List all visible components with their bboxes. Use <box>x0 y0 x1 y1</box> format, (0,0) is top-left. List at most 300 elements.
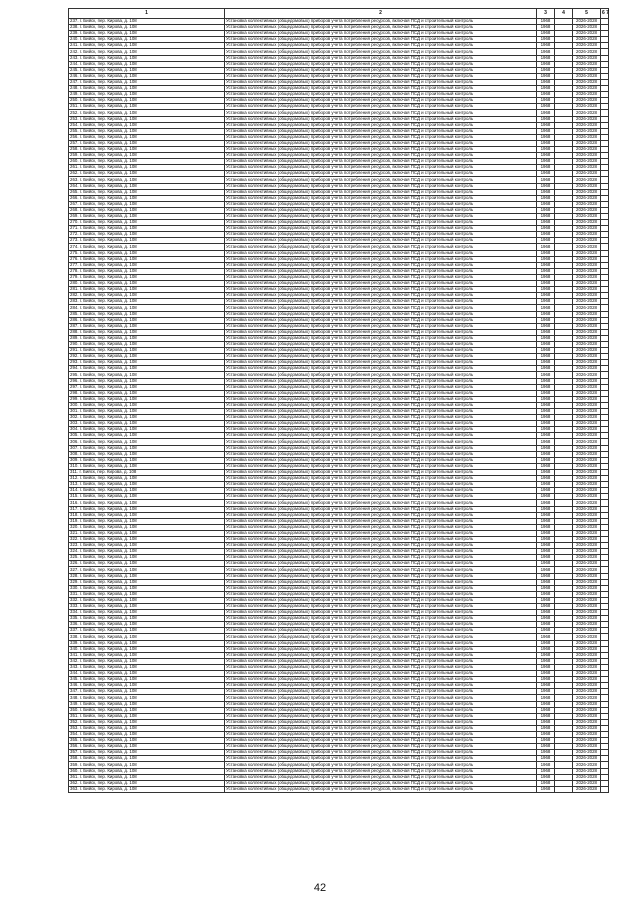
work-type-cell: Установка коллективных (общедомовых) приборов учета потребления ресурсов, включая ПСД и строительный контроль <box>225 214 537 220</box>
address-cell: 248. г. Бийск, пер. Кирова, д. 108 <box>69 86 225 92</box>
period-cell: 2026-2028 <box>573 439 601 445</box>
work-type-cell: Установка коллективных (общедомовых) приборов учета потребления ресурсов, включая ПСД и строительный контроль <box>225 725 537 731</box>
period-cell: 2026-2028 <box>573 664 601 670</box>
year-cell: 1968 <box>537 415 555 421</box>
address-cell: 318. г. Бийск, пер. Кирова, д. 108 <box>69 512 225 518</box>
period-cell: 2026-2028 <box>573 86 601 92</box>
period-cell: 2026-2028 <box>573 573 601 579</box>
period-cell: 2026-2028 <box>573 335 601 341</box>
work-type-cell: Установка коллективных (общедомовых) приборов учета потребления ресурсов, включая ПСД и строительный контроль <box>225 171 537 177</box>
work-type-cell: Установка коллективных (общедомовых) приборов учета потребления ресурсов, включая ПСД и строительный контроль <box>225 439 537 445</box>
year-cell: 1968 <box>537 628 555 634</box>
address-cell: 245. г. Бийск, пер. Кирова, д. 108 <box>69 67 225 73</box>
year-cell: 1968 <box>537 457 555 463</box>
address-cell: 347. г. Бийск, пер. Кирова, д. 108 <box>69 689 225 695</box>
address-cell: 329. г. Бийск, пер. Кирова, д. 108 <box>69 579 225 585</box>
period-cell: 2026-2028 <box>573 140 601 146</box>
work-type-cell: Установка коллективных (общедомовых) приборов учета потребления ресурсов, включая ПСД и строительный контроль <box>225 518 537 524</box>
address-cell: 315. г. Бийск, пер. Кирова, д. 108 <box>69 494 225 500</box>
period-cell: 2026-2028 <box>573 79 601 85</box>
work-type-cell: Установка коллективных (общедомовых) приборов учета потребления ресурсов, включая ПСД и строительный контроль <box>225 433 537 439</box>
address-cell: 306. г. Бийск, пер. Кирова, д. 108 <box>69 439 225 445</box>
year-cell: 1968 <box>537 140 555 146</box>
work-type-cell: Установка коллективных (общедомовых) приборов учета потребления ресурсов, включая ПСД и строительный контроль <box>225 335 537 341</box>
address-cell: 320. г. Бийск, пер. Кирова, д. 108 <box>69 524 225 530</box>
year-cell: 1968 <box>537 622 555 628</box>
address-cell: 325. г. Бийск, пер. Кирова, д. 108 <box>69 555 225 561</box>
col-7-cell <box>601 786 609 792</box>
period-cell: 2026-2028 <box>573 189 601 195</box>
period-cell: 2026-2028 <box>573 348 601 354</box>
period-cell: 2026-2028 <box>573 256 601 262</box>
work-type-cell: Установка коллективных (общедомовых) приборов учета потребления ресурсов, включая ПСД и строительный контроль <box>225 323 537 329</box>
work-type-cell: Установка коллективных (общедомовых) приборов учета потребления ресурсов, включая ПСД и строительный контроль <box>225 445 537 451</box>
year-cell: 1968 <box>537 683 555 689</box>
work-type-cell: Установка коллективных (общедомовых) приборов учета потребления ресурсов, включая ПСД и строительный контроль <box>225 372 537 378</box>
work-type-cell: Установка коллективных (общедомовых) приборов учета потребления ресурсов, включая ПСД и строительный контроль <box>225 750 537 756</box>
period-cell: 2026-2028 <box>573 524 601 530</box>
work-type-cell: Установка коллективных (общедомовых) приборов учета потребления ресурсов, включая ПСД и строительный контроль <box>225 579 537 585</box>
address-cell: 322. г. Бийск, пер. Кирова, д. 108 <box>69 536 225 542</box>
period-cell: 2026-2028 <box>573 585 601 591</box>
year-cell: 1968 <box>537 561 555 567</box>
work-type-cell: Установка коллективных (общедомовых) приборов учета потребления ресурсов, включая ПСД и строительный контроль <box>225 597 537 603</box>
address-cell: 333. г. Бийск, пер. Кирова, д. 108 <box>69 604 225 610</box>
year-cell: 1968 <box>537 701 555 707</box>
address-cell: 281. г. Бийск, пер. Кирова, д. 108 <box>69 287 225 293</box>
period-cell: 2026-2028 <box>573 378 601 384</box>
header-label-1: 1 <box>145 10 148 17</box>
period-cell: 2026-2028 <box>573 55 601 61</box>
work-type-cell: Установка коллективных (общедомовых) приборов учета потребления ресурсов, включая ПСД и строительный контроль <box>225 774 537 780</box>
work-type-cell: Установка коллективных (общедомовых) приборов учета потребления ресурсов, включая ПСД и строительный контроль <box>225 140 537 146</box>
address-cell: 339. г. Бийск, пер. Кирова, д. 108 <box>69 640 225 646</box>
period-cell: 2026-2028 <box>573 774 601 780</box>
work-type-cell: Установка коллективных (общедомовых) приборов учета потребления ресурсов, включая ПСД и строительный контроль <box>225 652 537 658</box>
year-cell: 1968 <box>537 604 555 610</box>
address-cell: 353. г. Бийск, пер. Кирова, д. 108 <box>69 725 225 731</box>
work-type-cell: Установка коллективных (общедомовых) приборов учета потребления ресурсов, включая ПСД и строительный контроль <box>225 604 537 610</box>
address-cell: 274. г. Бийск, пер. Кирова, д. 108 <box>69 244 225 250</box>
address-cell: 291. г. Бийск, пер. Кирова, д. 108 <box>69 348 225 354</box>
work-type-cell: Установка коллективных (общедомовых) приборов учета потребления ресурсов, включая ПСД и строительный контроль <box>225 622 537 628</box>
year-cell: 1968 <box>537 768 555 774</box>
address-cell: 269. г. Бийск, пер. Кирова, д. 108 <box>69 214 225 220</box>
address-cell: 317. г. Бийск, пер. Кирова, д. 108 <box>69 506 225 512</box>
header-col-1 <box>69 9 225 19</box>
work-type-cell: Установка коллективных (общедомовых) приборов учета потребления ресурсов, включая ПСД и строительный контроль <box>225 348 537 354</box>
work-type-cell: Установка коллективных (общедомовых) приборов учета потребления ресурсов, включая ПСД и строительный контроль <box>225 695 537 701</box>
year-cell: 1968 <box>537 354 555 360</box>
address-cell: 283. г. Бийск, пер. Кирова, д. 108 <box>69 299 225 305</box>
work-type-cell: Установка коллективных (общедомовых) приборов учета потребления ресурсов, включая ПСД и строительный контроль <box>225 49 537 55</box>
period-cell: 2026-2028 <box>573 689 601 695</box>
work-type-cell: Установка коллективных (общедомовых) приборов учета потребления ресурсов, включая ПСД и строительный контроль <box>225 305 537 311</box>
address-cell: 241. г. Бийск, пер. Кирова, д. 108 <box>69 43 225 49</box>
address-cell: 265. г. Бийск, пер. Кирова, д. 108 <box>69 189 225 195</box>
period-cell: 2026-2028 <box>573 49 601 55</box>
year-cell: 1968 <box>537 317 555 323</box>
period-cell: 2026-2028 <box>573 122 601 128</box>
work-type-cell: Установка коллективных (общедомовых) приборов учета потребления ресурсов, включая ПСД и строительный контроль <box>225 762 537 768</box>
period-cell: 2026-2028 <box>573 646 601 652</box>
address-cell: 256. г. Бийск, пер. Кирова, д. 108 <box>69 134 225 140</box>
period-cell: 2026-2028 <box>573 274 601 280</box>
year-cell: 1968 <box>537 92 555 98</box>
year-cell: 1968 <box>537 384 555 390</box>
address-cell: 310. г. Бийск, пер. Кирова, д. 108 <box>69 463 225 469</box>
period-cell: 2026-2028 <box>573 750 601 756</box>
work-type-cell: Установка коллективных (общедомовых) приборов учета потребления ресурсов, включая ПСД и строительный контроль <box>225 610 537 616</box>
work-type-cell: Установка коллективных (общедомовых) приборов учета потребления ресурсов, включая ПСД и строительный контроль <box>225 683 537 689</box>
address-cell: 348. г. Бийск, пер. Кирова, д. 108 <box>69 695 225 701</box>
period-cell: 2026-2028 <box>573 171 601 177</box>
work-type-cell: Установка коллективных (общедомовых) приборов учета потребления ресурсов, включая ПСД и строительный контроль <box>225 512 537 518</box>
address-cell: 324. г. Бийск, пер. Кирова, д. 108 <box>69 549 225 555</box>
work-type-cell: Установка коллективных (общедомовых) приборов учета потребления ресурсов, включая ПСД и строительный контроль <box>225 43 537 49</box>
work-type-cell: Установка коллективных (общедомовых) приборов учета потребления ресурсов, включая ПСД и строительный контроль <box>225 506 537 512</box>
year-cell: 1968 <box>537 494 555 500</box>
work-type-cell: Установка коллективных (общедомовых) приборов учета потребления ресурсов, включая ПСД и строительный контроль <box>225 640 537 646</box>
address-cell: 272. г. Бийск, пер. Кирова, д. 108 <box>69 232 225 238</box>
work-type-cell: Установка коллективных (общедомовых) приборов учета потребления ресурсов, включая ПСД и строительный контроль <box>225 220 537 226</box>
address-cell: 271. г. Бийск, пер. Кирова, д. 108 <box>69 226 225 232</box>
year-cell: 1968 <box>537 372 555 378</box>
year-cell: 1968 <box>537 786 555 792</box>
address-cell: 246. г. Бийск, пер. Кирова, д. 108 <box>69 73 225 79</box>
year-cell: 1968 <box>537 378 555 384</box>
work-type-cell: Установка коллективных (общедомовых) приборов учета потребления ресурсов, включая ПСД и строительный контроль <box>225 530 537 536</box>
header-label-2: 2 <box>379 10 382 17</box>
period-cell: 2026-2028 <box>573 153 601 159</box>
year-cell: 1968 <box>537 549 555 555</box>
address-cell: 304. г. Бийск, пер. Кирова, д. 108 <box>69 427 225 433</box>
year-cell: 1968 <box>537 159 555 165</box>
work-type-cell: Установка коллективных (общедомовых) приборов учета потребления ресурсов, включая ПСД и строительный контроль <box>225 536 537 542</box>
year-cell: 1968 <box>537 43 555 49</box>
work-type-cell: Установка коллективных (общедомовых) приборов учета потребления ресурсов, включая ПСД и строительный контроль <box>225 37 537 43</box>
work-type-cell: Установка коллективных (общедомовых) приборов учета потребления ресурсов, включая ПСД и строительный контроль <box>225 226 537 232</box>
year-cell: 1968 <box>537 250 555 256</box>
year-cell: 1968 <box>537 439 555 445</box>
year-cell: 1968 <box>537 238 555 244</box>
year-cell: 1968 <box>537 305 555 311</box>
work-type-cell: Установка коллективных (общедомовых) приборов учета потребления ресурсов, включая ПСД и строительный контроль <box>225 92 537 98</box>
year-cell: 1968 <box>537 49 555 55</box>
year-cell: 1968 <box>537 762 555 768</box>
period-cell: 2026-2028 <box>573 232 601 238</box>
address-cell: 361. г. Бийск, пер. Кирова, д. 108 <box>69 774 225 780</box>
period-cell: 2026-2028 <box>573 360 601 366</box>
address-cell: 332. г. Бийск, пер. Кирова, д. 108 <box>69 597 225 603</box>
period-cell: 2026-2028 <box>573 579 601 585</box>
year-cell: 1968 <box>537 744 555 750</box>
work-type-cell: Установка коллективных (общедомовых) приборов учета потребления ресурсов, включая ПСД и строительный контроль <box>225 317 537 323</box>
year-cell: 1968 <box>537 61 555 67</box>
year-cell: 1968 <box>537 116 555 122</box>
period-cell: 2026-2028 <box>573 372 601 378</box>
work-type-cell: Установка коллективных (общедомовых) приборов учета потребления ресурсов, включая ПСД и строительный контроль <box>225 341 537 347</box>
period-cell: 2026-2028 <box>573 725 601 731</box>
address-cell: 288. г. Бийск, пер. Кирова, д. 108 <box>69 329 225 335</box>
year-cell: 1968 <box>537 226 555 232</box>
period-cell: 2026-2028 <box>573 543 601 549</box>
year-cell: 1968 <box>537 476 555 482</box>
address-cell: 285. г. Бийск, пер. Кирова, д. 108 <box>69 311 225 317</box>
work-type-cell: Установка коллективных (общедомовых) приборов учета потребления ресурсов, включая ПСД и строительный контроль <box>225 646 537 652</box>
period-cell: 2026-2028 <box>573 268 601 274</box>
address-cell: 349. г. Бийск, пер. Кирова, д. 108 <box>69 701 225 707</box>
period-cell: 2026-2028 <box>573 98 601 104</box>
period-cell: 2026-2028 <box>573 37 601 43</box>
address-cell: 251. г. Бийск, пер. Кирова, д. 108 <box>69 104 225 110</box>
year-cell: 1968 <box>537 153 555 159</box>
address-cell: 247. г. Бийск, пер. Кирова, д. 108 <box>69 79 225 85</box>
period-cell: 2026-2028 <box>573 25 601 31</box>
period-cell: 2026-2028 <box>573 384 601 390</box>
work-type-cell: Установка коллективных (общедомовых) приборов учета потребления ресурсов, включая ПСД и строительный контроль <box>225 256 537 262</box>
work-type-cell: Установка коллективных (общедомовых) приборов учета потребления ресурсов, включая ПСД и строительный контроль <box>225 744 537 750</box>
work-type-cell: Установка коллективных (общедомовых) приборов учета потребления ресурсов, включая ПСД и строительный контроль <box>225 616 537 622</box>
work-type-cell: Установка коллективных (общедомовых) приборов учета потребления ресурсов, включая ПСД и строительный контроль <box>225 195 537 201</box>
address-cell: 282. г. Бийск, пер. Кирова, д. 108 <box>69 293 225 299</box>
period-cell: 2026-2028 <box>573 67 601 73</box>
address-cell: 294. г. Бийск, пер. Кирова, д. 108 <box>69 366 225 372</box>
address-cell: 238. г. Бийск, пер. Кирова, д. 108 <box>69 25 225 31</box>
year-cell: 1968 <box>537 451 555 457</box>
year-cell: 1968 <box>537 658 555 664</box>
period-cell: 2026-2028 <box>573 341 601 347</box>
address-cell: 346. г. Бийск, пер. Кирова, д. 108 <box>69 683 225 689</box>
period-cell: 2026-2028 <box>573 329 601 335</box>
year-cell: 1968 <box>537 86 555 92</box>
address-cell: 286. г. Бийск, пер. Кирова, д. 108 <box>69 317 225 323</box>
year-cell: 1968 <box>537 134 555 140</box>
period-cell: 2026-2028 <box>573 476 601 482</box>
work-type-cell: Установка коллективных (общедомовых) приборов учета потребления ресурсов, включая ПСД и строительный контроль <box>225 543 537 549</box>
period-cell: 2026-2028 <box>573 713 601 719</box>
year-cell: 1968 <box>537 110 555 116</box>
period-cell: 2026-2028 <box>573 207 601 213</box>
year-cell: 1968 <box>537 104 555 110</box>
address-cell: 254. г. Бийск, пер. Кирова, д. 108 <box>69 122 225 128</box>
year-cell: 1968 <box>537 31 555 37</box>
work-type-cell: Установка коллективных (общедомовых) приборов учета потребления ресурсов, включая ПСД и строительный контроль <box>225 55 537 61</box>
year-cell: 1968 <box>537 689 555 695</box>
work-type-cell: Установка коллективных (общедомовых) приборов учета потребления ресурсов, включая ПСД и строительный контроль <box>225 671 537 677</box>
period-cell: 2026-2028 <box>573 597 601 603</box>
period-cell: 2026-2028 <box>573 671 601 677</box>
address-cell: 242. г. Бийск, пер. Кирова, д. 108 <box>69 49 225 55</box>
period-cell: 2026-2028 <box>573 159 601 165</box>
work-type-cell: Установка коллективных (общедомовых) приборов учета потребления ресурсов, включая ПСД и строительный контроль <box>225 183 537 189</box>
table-header-row <box>69 9 609 19</box>
year-cell: 1968 <box>537 731 555 737</box>
work-type-cell: Установка коллективных (общедомовых) приборов учета потребления ресурсов, включая ПСД и строительный контроль <box>225 457 537 463</box>
period-cell: 2026-2028 <box>573 281 601 287</box>
work-type-cell: Установка коллективных (общедомовых) приборов учета потребления ресурсов, включая ПСД и строительный контроль <box>225 780 537 786</box>
year-cell: 1968 <box>537 530 555 536</box>
year-cell: 1968 <box>537 232 555 238</box>
year-cell: 1968 <box>537 750 555 756</box>
period-cell: 2026-2028 <box>573 738 601 744</box>
work-type-cell: Установка коллективных (общедомовых) приборов учета потребления ресурсов, включая ПСД и строительный контроль <box>225 281 537 287</box>
capital-repair-table <box>68 8 609 793</box>
work-type-cell: Установка коллективных (общедомовых) приборов учета потребления ресурсов, включая ПСД и строительный контроль <box>225 658 537 664</box>
period-cell: 2026-2028 <box>573 482 601 488</box>
work-type-cell: Установка коллективных (общедомовых) приборов учета потребления ресурсов, включая ПСД и строительный контроль <box>225 549 537 555</box>
year-cell: 1968 <box>537 183 555 189</box>
address-cell: 258. г. Бийск, пер. Кирова, д. 108 <box>69 146 225 152</box>
period-cell: 2026-2028 <box>573 177 601 183</box>
address-cell: 257. г. Бийск, пер. Кирова, д. 108 <box>69 140 225 146</box>
work-type-cell: Установка коллективных (общедомовых) приборов учета потребления ресурсов, включая ПСД и строительный контроль <box>225 153 537 159</box>
period-cell: 2026-2028 <box>573 433 601 439</box>
header-col-5 <box>573 9 601 19</box>
address-cell: 343. г. Бийск, пер. Кирова, д. 108 <box>69 664 225 670</box>
period-cell: 2026-2028 <box>573 561 601 567</box>
address-cell: 351. г. Бийск, пер. Кирова, д. 108 <box>69 713 225 719</box>
address-cell: 287. г. Бийск, пер. Кирова, д. 108 <box>69 323 225 329</box>
work-type-cell: Установка коллективных (общедомовых) приборов учета потребления ресурсов, включая ПСД и строительный контроль <box>225 311 537 317</box>
work-type-cell: Установка коллективных (общедомовых) приборов учета потребления ресурсов, включая ПСД и строительный контроль <box>225 146 537 152</box>
year-cell: 1968 <box>537 488 555 494</box>
header-col-3 <box>537 9 555 19</box>
address-cell: 319. г. Бийск, пер. Кирова, д. 108 <box>69 518 225 524</box>
year-cell: 1968 <box>537 664 555 670</box>
period-cell: 2026-2028 <box>573 762 601 768</box>
period-cell: 2026-2028 <box>573 366 601 372</box>
period-cell: 2026-2028 <box>573 73 601 79</box>
address-cell: 255. г. Бийск, пер. Кирова, д. 108 <box>69 128 225 134</box>
period-cell: 2026-2028 <box>573 677 601 683</box>
address-cell: 342. г. Бийск, пер. Кирова, д. 108 <box>69 658 225 664</box>
address-cell: 341. г. Бийск, пер. Кирова, д. 108 <box>69 652 225 658</box>
year-cell: 1968 <box>537 299 555 305</box>
year-cell: 1968 <box>537 25 555 31</box>
year-cell: 1968 <box>537 207 555 213</box>
period-cell: 2026-2028 <box>573 31 601 37</box>
period-cell: 2026-2028 <box>573 616 601 622</box>
work-type-cell: Установка коллективных (общедомовых) приборов учета потребления ресурсов, включая ПСД и строительный контроль <box>225 61 537 67</box>
year-cell: 1968 <box>537 281 555 287</box>
period-cell: 2026-2028 <box>573 744 601 750</box>
work-type-cell: Установка коллективных (общедомовых) приборов учета потребления ресурсов, включая ПСД и строительный контроль <box>225 366 537 372</box>
period-cell: 2026-2028 <box>573 591 601 597</box>
year-cell: 1968 <box>537 671 555 677</box>
year-cell: 1968 <box>537 646 555 652</box>
address-cell: 363. г. Бийск, пер. Кирова, д. 108 <box>69 786 225 792</box>
work-type-cell: Установка коллективных (общедомовых) приборов учета потребления ресурсов, включая ПСД и строительный контроль <box>225 98 537 104</box>
address-cell: 273. г. Бийск, пер. Кирова, д. 108 <box>69 238 225 244</box>
address-cell: 314. г. Бийск, пер. Кирова, д. 108 <box>69 488 225 494</box>
address-cell: 311. г. Бийск, пер. Кирова, д. 108 <box>69 469 225 475</box>
year-cell: 1968 <box>537 756 555 762</box>
address-cell: 264. г. Бийск, пер. Кирова, д. 108 <box>69 183 225 189</box>
address-cell: 270. г. Бийск, пер. Кирова, д. 108 <box>69 220 225 226</box>
address-cell: 336. г. Бийск, пер. Кирова, д. 108 <box>69 622 225 628</box>
period-cell: 2026-2028 <box>573 536 601 542</box>
work-type-cell: Установка коллективных (общедомовых) приборов учета потребления ресурсов, включая ПСД и строительный контроль <box>225 677 537 683</box>
work-type-cell: Установка коллективных (общедомовых) приборов учета потребления ресурсов, включая ПСД и строительный контроль <box>225 268 537 274</box>
work-type-cell: Установка коллективных (общедомовых) приборов учета потребления ресурсов, включая ПСД и строительный контроль <box>225 713 537 719</box>
address-cell: 321. г. Бийск, пер. Кирова, д. 108 <box>69 530 225 536</box>
address-cell: 295. г. Бийск, пер. Кирова, д. 108 <box>69 372 225 378</box>
work-type-cell: Установка коллективных (общедомовых) приборов учета потребления ресурсов, включая ПСД и строительный контроль <box>225 274 537 280</box>
year-cell: 1968 <box>537 262 555 268</box>
period-cell: 2026-2028 <box>573 683 601 689</box>
year-cell: 1968 <box>537 591 555 597</box>
work-type-cell: Установка коллективных (общедомовых) приборов учета потребления ресурсов, включая ПСД и строительный контроль <box>225 402 537 408</box>
work-type-cell: Установка коллективных (общедомовых) приборов учета потребления ресурсов, включая ПСД и строительный контроль <box>225 786 537 792</box>
work-type-cell: Установка коллективных (общедомовых) приборов учета потребления ресурсов, включая ПСД и строительный контроль <box>225 19 537 25</box>
address-cell: 284. г. Бийск, пер. Кирова, д. 108 <box>69 305 225 311</box>
table-body <box>69 19 609 793</box>
work-type-cell: Установка коллективных (общедомовых) приборов учета потребления ресурсов, включая ПСД и строительный контроль <box>225 79 537 85</box>
period-cell: 2026-2028 <box>573 402 601 408</box>
header-label-7: 7 <box>606 10 609 17</box>
work-type-cell: Установка коллективных (общедомовых) приборов учета потребления ресурсов, включая ПСД и строительный контроль <box>225 719 537 725</box>
period-cell: 2026-2028 <box>573 226 601 232</box>
col-5-cell <box>555 786 573 792</box>
year-cell: 1968 <box>537 640 555 646</box>
year-cell: 1968 <box>537 390 555 396</box>
period-cell: 2026-2028 <box>573 427 601 433</box>
work-type-cell: Установка коллективных (общедомовых) приборов учета потребления ресурсов, включая ПСД и строительный контроль <box>225 134 537 140</box>
year-cell: 1968 <box>537 518 555 524</box>
year-cell: 1968 <box>537 214 555 220</box>
year-cell: 1968 <box>537 555 555 561</box>
address-cell: 275. г. Бийск, пер. Кирова, д. 108 <box>69 250 225 256</box>
period-cell: 2026-2028 <box>573 128 601 134</box>
year-cell: 1968 <box>537 573 555 579</box>
work-type-cell: Установка коллективных (общедомовых) приборов учета потребления ресурсов, включая ПСД и строительный контроль <box>225 451 537 457</box>
period-cell: 2026-2028 <box>573 555 601 561</box>
work-type-cell: Установка коллективных (общедомовых) приборов учета потребления ресурсов, включая ПСД и строительный контроль <box>225 707 537 713</box>
year-cell: 1968 <box>537 445 555 451</box>
work-type-cell: Установка коллективных (общедомовых) приборов учета потребления ресурсов, включая ПСД и строительный контроль <box>225 122 537 128</box>
year-cell: 1968 <box>537 268 555 274</box>
page-number: 42 <box>313 882 327 894</box>
address-cell: 296. г. Бийск, пер. Кирова, д. 108 <box>69 378 225 384</box>
year-cell: 1968 <box>537 677 555 683</box>
address-cell: 252. г. Бийск, пер. Кирова, д. 108 <box>69 110 225 116</box>
work-type-cell: Установка коллективных (общедомовых) приборов учета потребления ресурсов, включая ПСД и строительный контроль <box>225 201 537 207</box>
address-cell: 276. г. Бийск, пер. Кирова, д. 108 <box>69 256 225 262</box>
work-type-cell: Установка коллективных (общедомовых) приборов учета потребления ресурсов, включая ПСД и строительный контроль <box>225 116 537 122</box>
year-cell: 1968 <box>537 67 555 73</box>
address-cell: 307. г. Бийск, пер. Кирова, д. 108 <box>69 445 225 451</box>
year-cell: 1968 <box>537 244 555 250</box>
period-cell: 2026-2028 <box>573 287 601 293</box>
year-cell: 1968 <box>537 287 555 293</box>
address-cell: 352. г. Бийск, пер. Кирова, д. 108 <box>69 719 225 725</box>
year-cell: 1968 <box>537 500 555 506</box>
period-cell: 2026-2028 <box>573 201 601 207</box>
year-cell: 1968 <box>537 177 555 183</box>
address-cell: 308. г. Бийск, пер. Кирова, д. 108 <box>69 451 225 457</box>
address-cell: 279. г. Бийск, пер. Кирова, д. 108 <box>69 274 225 280</box>
work-type-cell: Установка коллективных (общедомовых) приборов учета потребления ресурсов, включая ПСД и строительный контроль <box>225 585 537 591</box>
year-cell: 1968 <box>537 409 555 415</box>
work-type-cell: Установка коллективных (общедомовых) приборов учета потребления ресурсов, включая ПСД и строительный контроль <box>225 768 537 774</box>
address-cell: 335. г. Бийск, пер. Кирова, д. 108 <box>69 616 225 622</box>
year-cell: 1968 <box>537 713 555 719</box>
address-cell: 259. г. Бийск, пер. Кирова, д. 108 <box>69 153 225 159</box>
address-cell: 301. г. Бийск, пер. Кирова, д. 108 <box>69 409 225 415</box>
work-type-cell: Установка коллективных (общедомовых) приборов учета потребления ресурсов, включая ПСД и строительный контроль <box>225 396 537 402</box>
header-col-2 <box>225 9 537 19</box>
